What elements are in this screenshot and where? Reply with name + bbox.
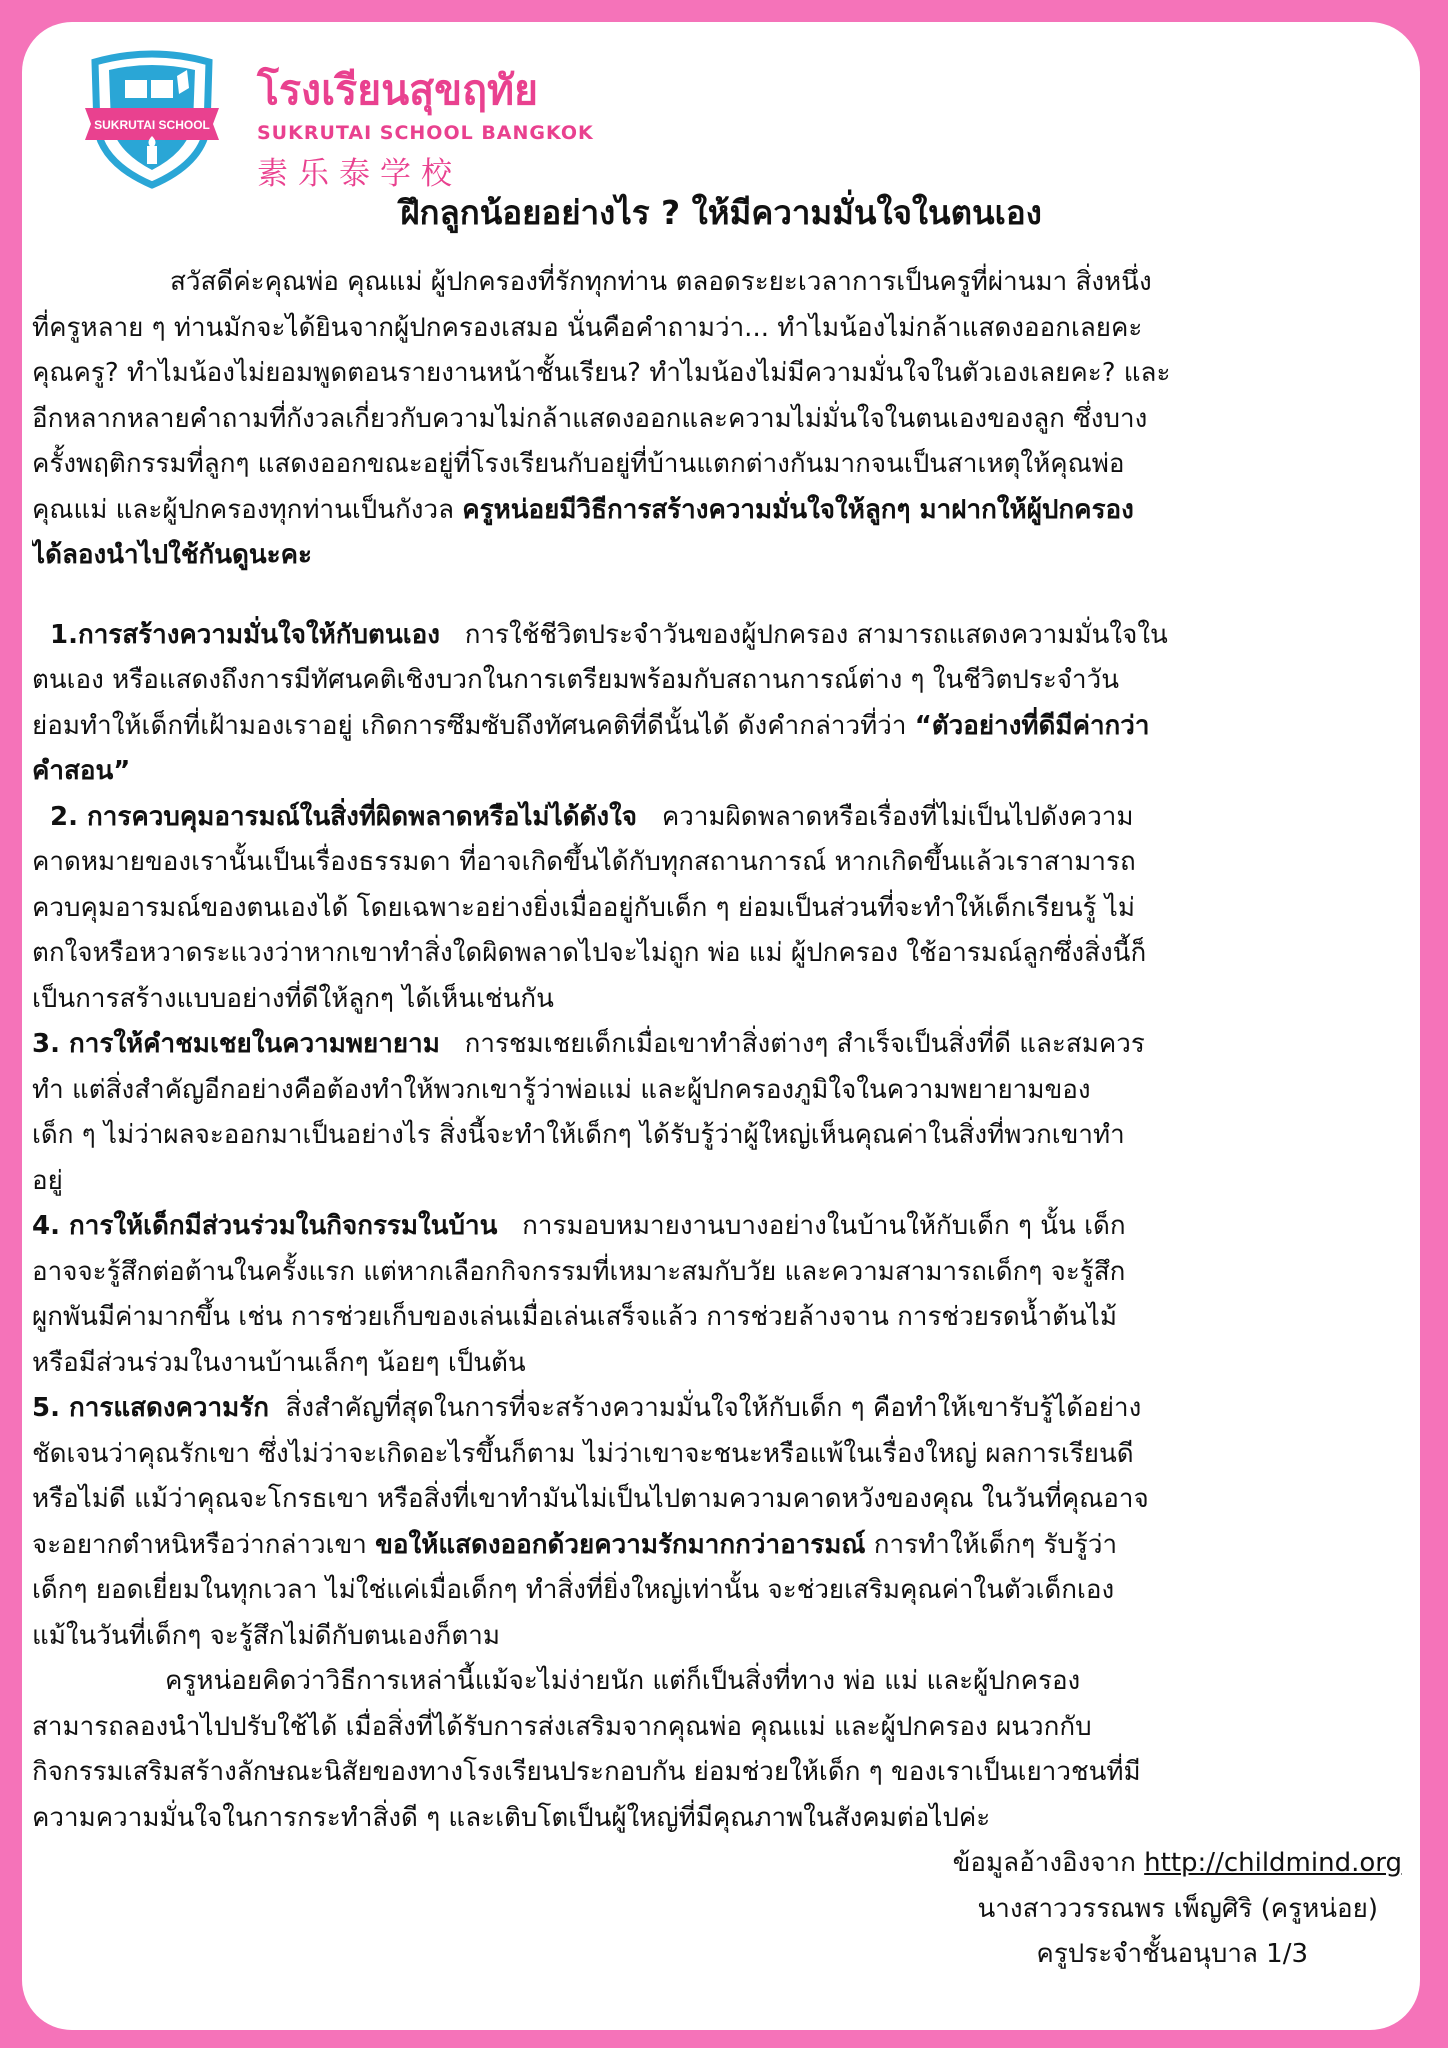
tip-4-line: อาจจะรู้สึกต่อต้านในครั้งแรก แต่หากเลือกกิจกรรมที่เหมาะสมกับวัย และความสามารถเด็กๆ จะรู้สึก <box>32 1256 1126 1287</box>
intro-text: คุณแม่ และผู้ปกครองทุกท่านเป็นกังวล <box>32 494 463 525</box>
reference-label: ข้อมูลอ้างอิงจาก <box>952 1848 1145 1878</box>
tip-1-line: ย่อมทำให้เด็กที่เฝ้ามองเราอยู่ เกิดการซึมซับถึงทัศนคติที่ดีนั้นได้ ดังคำกล่าวที่ว่า “ตัวอย่างที่ดีมีค่ากว่า <box>32 710 1150 741</box>
intro-emphasis: ได้ลองนำไปใช้กันดูนะคะ <box>32 540 312 570</box>
school-name-english: SUKRUTAI SCHOOL BANGKOK <box>257 122 594 144</box>
intro-line: ที่ครูหลาย ๆ ท่านมักจะได้ยินจากผู้ปกครองเสมอ นั่นคือคำถามว่า... ทำไมน้องไม่กล้าแสดงออกเลยคะ <box>32 312 1143 343</box>
tip-3-line: ทำ แต่สิ่งสำคัญอีกอย่างคือต้องทำให้พวกเขารู้ว่าพ่อแม่ และผู้ปกครองภูมิใจในความพยายามของ <box>32 1074 1091 1105</box>
tip-2-line: 2. การควบคุมอารมณ์ในสิ่งที่ผิดพลาดหรือไม่ได้ดังใจ ความผิดพลาดหรือเรื่องที่ไม่เป็นไปดังความ <box>50 801 1134 832</box>
tip-5-line: 5. การแสดงความรัก สิ่งสำคัญที่สุดในการที่จะสร้างความมั่นใจให้กับเด็ก ๆ คือทำให้เขารับรู้ได้อย่าง <box>32 1393 1142 1423</box>
tip-1-line <box>32 749 1412 795</box>
tip-5-emphasis: ขอให้แสดงออกด้วยความรักมากกว่าอารมณ์ <box>375 1529 866 1560</box>
closing-line: ครูหน่อยคิดว่าวิธีการเหล่านี้แม้จะไม่ง่ายนัก แต่ก็เป็นสิ่งที่ทาง พ่อ แม่ และผู้ปกครอง <box>165 1666 1081 1696</box>
article-body <box>32 260 1412 1978</box>
tip-1-quote: คำสอน” <box>32 756 131 786</box>
article-title: ฝึกลูกน้อยอย่างไร ? ให้มีความมั่นใจในตนเอง <box>400 193 1042 232</box>
tip-1-heading: 1.การสร้างความมั่นใจให้กับตนเอง <box>50 619 440 650</box>
school-header <box>77 40 677 200</box>
document-card <box>22 22 1420 2030</box>
school-logo <box>77 40 227 190</box>
tip-3-heading: 3. การให้คำชมเชยในความพยายาม <box>32 1029 440 1059</box>
tip-2-line: ควบคุมอารมณ์ของตนเองได้ โดยเฉพาะอย่างยิ่งเมื่ออยู่กับเด็ก ๆ ย่อมเป็นส่วนที่จะทำให้เด็กเรียนรู้ ไม่ <box>32 892 1135 923</box>
tip-4-heading: 4. การให้เด็กมีส่วนร่วมในกิจกรรมในบ้าน <box>32 1211 498 1241</box>
intro-line: อีกหลากหลายคำถามที่กังวลเกี่ยวกับความไม่กล้าแสดงออกและความไม่มั่นใจในตนเองของลูก ซึ่งบาง <box>32 403 1148 434</box>
tip-3-line: เด็ก ๆ ไม่ว่าผลจะออกมาเป็นอย่างไร สิ่งนี้จะทำให้เด็กๆ ได้รับรู้ว่าผู้ใหญ่เห็นคุณค่าในสิ่งที่พวกเขาทำ <box>32 1120 1125 1150</box>
tip-2-heading: 2. การควบคุมอารมณ์ในสิ่งที่ผิดพลาดหรือไม่ได้ดังใจ <box>50 801 638 832</box>
intro-line <box>32 533 1412 579</box>
reference-link[interactable]: http://childmind.org <box>1144 1848 1402 1878</box>
author-position: ครูประจำชั้นอนุบาล 1/3 <box>1036 1939 1308 1969</box>
intro-line: คุณครู? ทำไมน้องไม่ยอมพูดตอนรายงานหน้าชั้นเรียน? ทำไมน้องไม่มีความมั่นใจในตัวเองเลยคะ? และ <box>32 358 1171 388</box>
school-name-thai: โรงเรียนสุขฤทัย <box>257 66 539 114</box>
author-name: นางสาววรรณพร เพ็ญศิริ (ครูหน่อย) <box>977 1893 1378 1924</box>
tip-5-line: ชัดเจนว่าคุณรักเขา ซึ่งไม่ว่าจะเกิดอะไรขึ้นก็ตาม ไม่ว่าเขาจะชนะหรือแพ้ในเรื่องใหญ่ ผลการเรียนดี <box>32 1438 1134 1469</box>
tip-1-line: 1.การสร้างความมั่นใจให้กับตนเอง การใช้ชีวิตประจำวันของผู้ปกครอง สามารถแสดงความมั่นใจใน <box>50 619 1168 650</box>
intro-line: สวัสดีค่ะคุณพ่อ คุณแม่ ผู้ปกครองที่รักทุกท่าน ตลอดระยะเวลาการเป็นครูที่ผ่านมา สิ่งหนึ่ง <box>170 267 1152 297</box>
tip-2-line: เป็นการสร้างแบบอย่างที่ดีให้ลูกๆ ได้เห็นเช่นกัน <box>32 983 554 1014</box>
intro-line <box>32 488 1412 534</box>
closing-line: สามารถลองนำไปปรับใช้ได้ เมื่อสิ่งที่ได้รับการส่งเสริมจากคุณพ่อ คุณแม่ และผู้ปกครอง ผนวกกับ <box>32 1711 1092 1742</box>
tip-5-heading: 5. การแสดงความรัก <box>32 1393 269 1423</box>
tip-5-line: แม้ในวันที่เด็กๆ จะรู้สึกไม่ดีกับตนเองก็ตาม <box>32 1620 500 1651</box>
tip-5-line: หรือไม่ดี แม้ว่าคุณจะโกรธเขา หรือสิ่งที่เขาทำมันไม่เป็นไปตามความคาดหวังของคุณ ในวันที่คุณอาจ <box>32 1484 1149 1514</box>
tip-4-line: หรือมีส่วนร่วมในงานบ้านเล็กๆ น้อยๆ เป็นต้น <box>32 1347 526 1378</box>
intro-line: ครั้งพฤติกรรมที่ลูกๆ แสดงออกขณะอยู่ที่โรงเรียนกับอยู่ที่บ้านแตกต่างกันมากจนเป็นสาเหตุให้คุณพ่อ <box>32 449 1125 479</box>
tip-3-line: 3. การให้คำชมเชยในความพยายาม การชมเชยเด็กเมื่อเขาทำสิ่งต่างๆ สำเร็จเป็นสิ่งที่ดี และสมควร <box>32 1029 1145 1059</box>
tip-3-line: อยู่ <box>32 1165 63 1196</box>
reference-line <box>32 1841 1412 1887</box>
tip-4-line: ผูกพันมีค่ามากขึ้น เช่น การช่วยเก็บของเล่นเมื่อเล่นเสร็จแล้ว การช่วยล้างจาน การช่วยรดน้ำต้นไม้ <box>32 1302 1117 1332</box>
tip-2-line: ตกใจหรือหวาดระแวงว่าหากเขาทำสิ่งใดผิดพลาดไปจะไม่ถูก พ่อ แม่ ผู้ปกครอง ใช้อารมณ์ลูกซึ่งสิ่งนี้ก็ <box>32 938 1147 968</box>
tip-5-line: จะอยากตำหนิหรือว่ากล่าวเขา ขอให้แสดงออกด้วยความรักมากกว่าอารมณ์ การทำให้เด็กๆ รับรู้ว่า <box>32 1529 1118 1560</box>
closing-line: ความความมั่นใจในการกระทำสิ่งดี ๆ และเติบโตเป็นผู้ใหญ่ที่มีคุณภาพในสังคมต่อไปค่ะ <box>32 1802 991 1833</box>
tip-1-line: ตนเอง หรือแสดงถึงการมีทัศนคติเชิงบวกในการเตรียมพร้อมกับสถานการณ์ต่าง ๆ ในชีวิตประจำวัน <box>32 665 1120 695</box>
tip-4-line: 4. การให้เด็กมีส่วนร่วมในกิจกรรมในบ้าน การมอบหมายงานบางอย่างในบ้านให้กับเด็ก ๆ นั้น เด็ก <box>32 1211 1126 1241</box>
school-name-chinese: 素乐泰学校 <box>257 156 462 192</box>
tip-2-line: คาดหมายของเรานั้นเป็นเรื่องธรรมดา ที่อาจเกิดขึ้นได้กับทุกสถานการณ์ หากเกิดขึ้นแล้วเราสามารถ <box>32 847 1136 877</box>
tip-5-line: เด็กๆ ยอดเยี่ยมในทุกเวลา ไม่ใช่แค่เมื่อเด็กๆ ทำสิ่งที่ยิ่งใหญ่เท่านั้น จะช่วยเสริมคุณค่าในตัวเด็กเอง <box>32 1575 1115 1605</box>
intro-emphasis: ครูหน่อยมีวิธีการสร้างความมั่นใจให้ลูกๆ มาฝากให้ผู้ปกครอง <box>462 494 1134 525</box>
logo-banner-text: SUKRUTAI SCHOOL <box>94 118 210 132</box>
tip-1-quote: “ตัวอย่างที่ดีมีค่ากว่า <box>914 710 1150 741</box>
closing-line: กิจกรรมเสริมสร้างลักษณะนิสัยของทางโรงเรียนประกอบกัน ย่อมช่วยให้เด็ก ๆ ของเราเป็นเยาวชนที่มี <box>32 1757 1141 1787</box>
